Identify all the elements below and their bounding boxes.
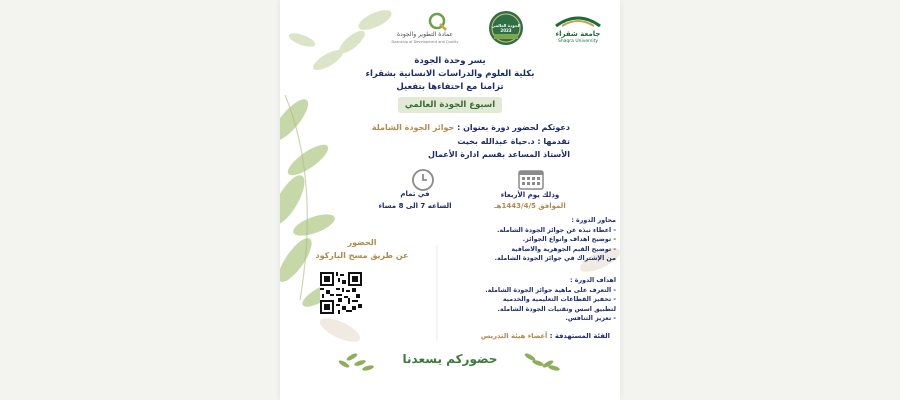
date-value: الموافق 1443/4/5هـ [494, 202, 566, 210]
university-emblem-icon [548, 12, 608, 30]
axes-item: - اعطاء نبذه عن جوائز الجودة الشاملة. [496, 226, 616, 234]
university-logo [548, 12, 608, 42]
axes-item: من الإشتراك في جوائز الجودة الشاملة. [494, 255, 616, 262]
target-value: أعضاء هيئة التدريس [480, 332, 548, 340]
course-goals [440, 276, 616, 324]
quality-deanship-name: عمادة التطوير والجودة [397, 31, 453, 38]
time-label: في تمام [400, 190, 430, 198]
course-title: جوائز الجودة الشاملة [371, 123, 455, 132]
closing-message: حضوركم يسعدنا [402, 352, 498, 366]
date-day: وذلك يوم الأربعاء [500, 191, 560, 199]
goals-item: لتطبيق اسس وتقنيات الجودة الشاملة. [497, 305, 616, 313]
quality-deanship-logo [390, 12, 460, 48]
intro-line-2: بكلية العلوم والدراسات الانسانية بشقراء [365, 69, 535, 79]
attendance-title: الحضور [347, 238, 377, 247]
flyer [280, 0, 620, 400]
invitation-line [372, 123, 570, 132]
intro-line-1: يسر وحدة الجودة [414, 56, 486, 66]
banner-title: اسبوع الجودة العالمي [398, 97, 502, 113]
goals-item: - تحفيز القطاعات التعليمية والخدمية [502, 296, 616, 303]
intro-line-3: تزامنا مع احتفاءها بتفعيل [396, 82, 504, 92]
course-axes [440, 216, 616, 264]
presenter: تقدمها : د.حياة عبدالله بخيت [457, 137, 570, 146]
target-label: الفئة المستهدفة : [547, 332, 610, 340]
qr-code[interactable] [320, 272, 362, 314]
axes-item: - توضيح اهداف وانواع الجوائز. [522, 236, 616, 243]
invitation-prefix: دعوتكم لحضور دورة بعنوان : [454, 123, 570, 132]
attendance-method: عن طريق مسح الباركود [315, 251, 409, 260]
presenter-title: الأستاذ المساعد بقسم ادارة الأعمال [428, 150, 570, 159]
quality-deanship-name-en: Deanship of Development and Quality [391, 40, 459, 44]
goals-title: اهداف الدورة : [570, 277, 616, 284]
target-audience [481, 332, 610, 340]
axes-item: - توضيح القيم الجوهرية والاضافية [511, 245, 616, 253]
university-name: جامعة شقراء [555, 30, 601, 38]
goals-item: - التعرف على ماهية جوائز الجودة الشاملة. [485, 286, 616, 294]
goals-item: - تعزيز التنافس. [565, 315, 616, 322]
award-seal [488, 10, 524, 46]
award-seal-text: الجودة العالمي 2023 [491, 23, 521, 33]
quality-q-icon [390, 12, 460, 32]
university-name-en: Shaqra University [557, 39, 599, 44]
time-value: الساعه 7 الى 8 مساء [378, 202, 452, 210]
axes-title: محاور الدورة : [571, 217, 616, 224]
